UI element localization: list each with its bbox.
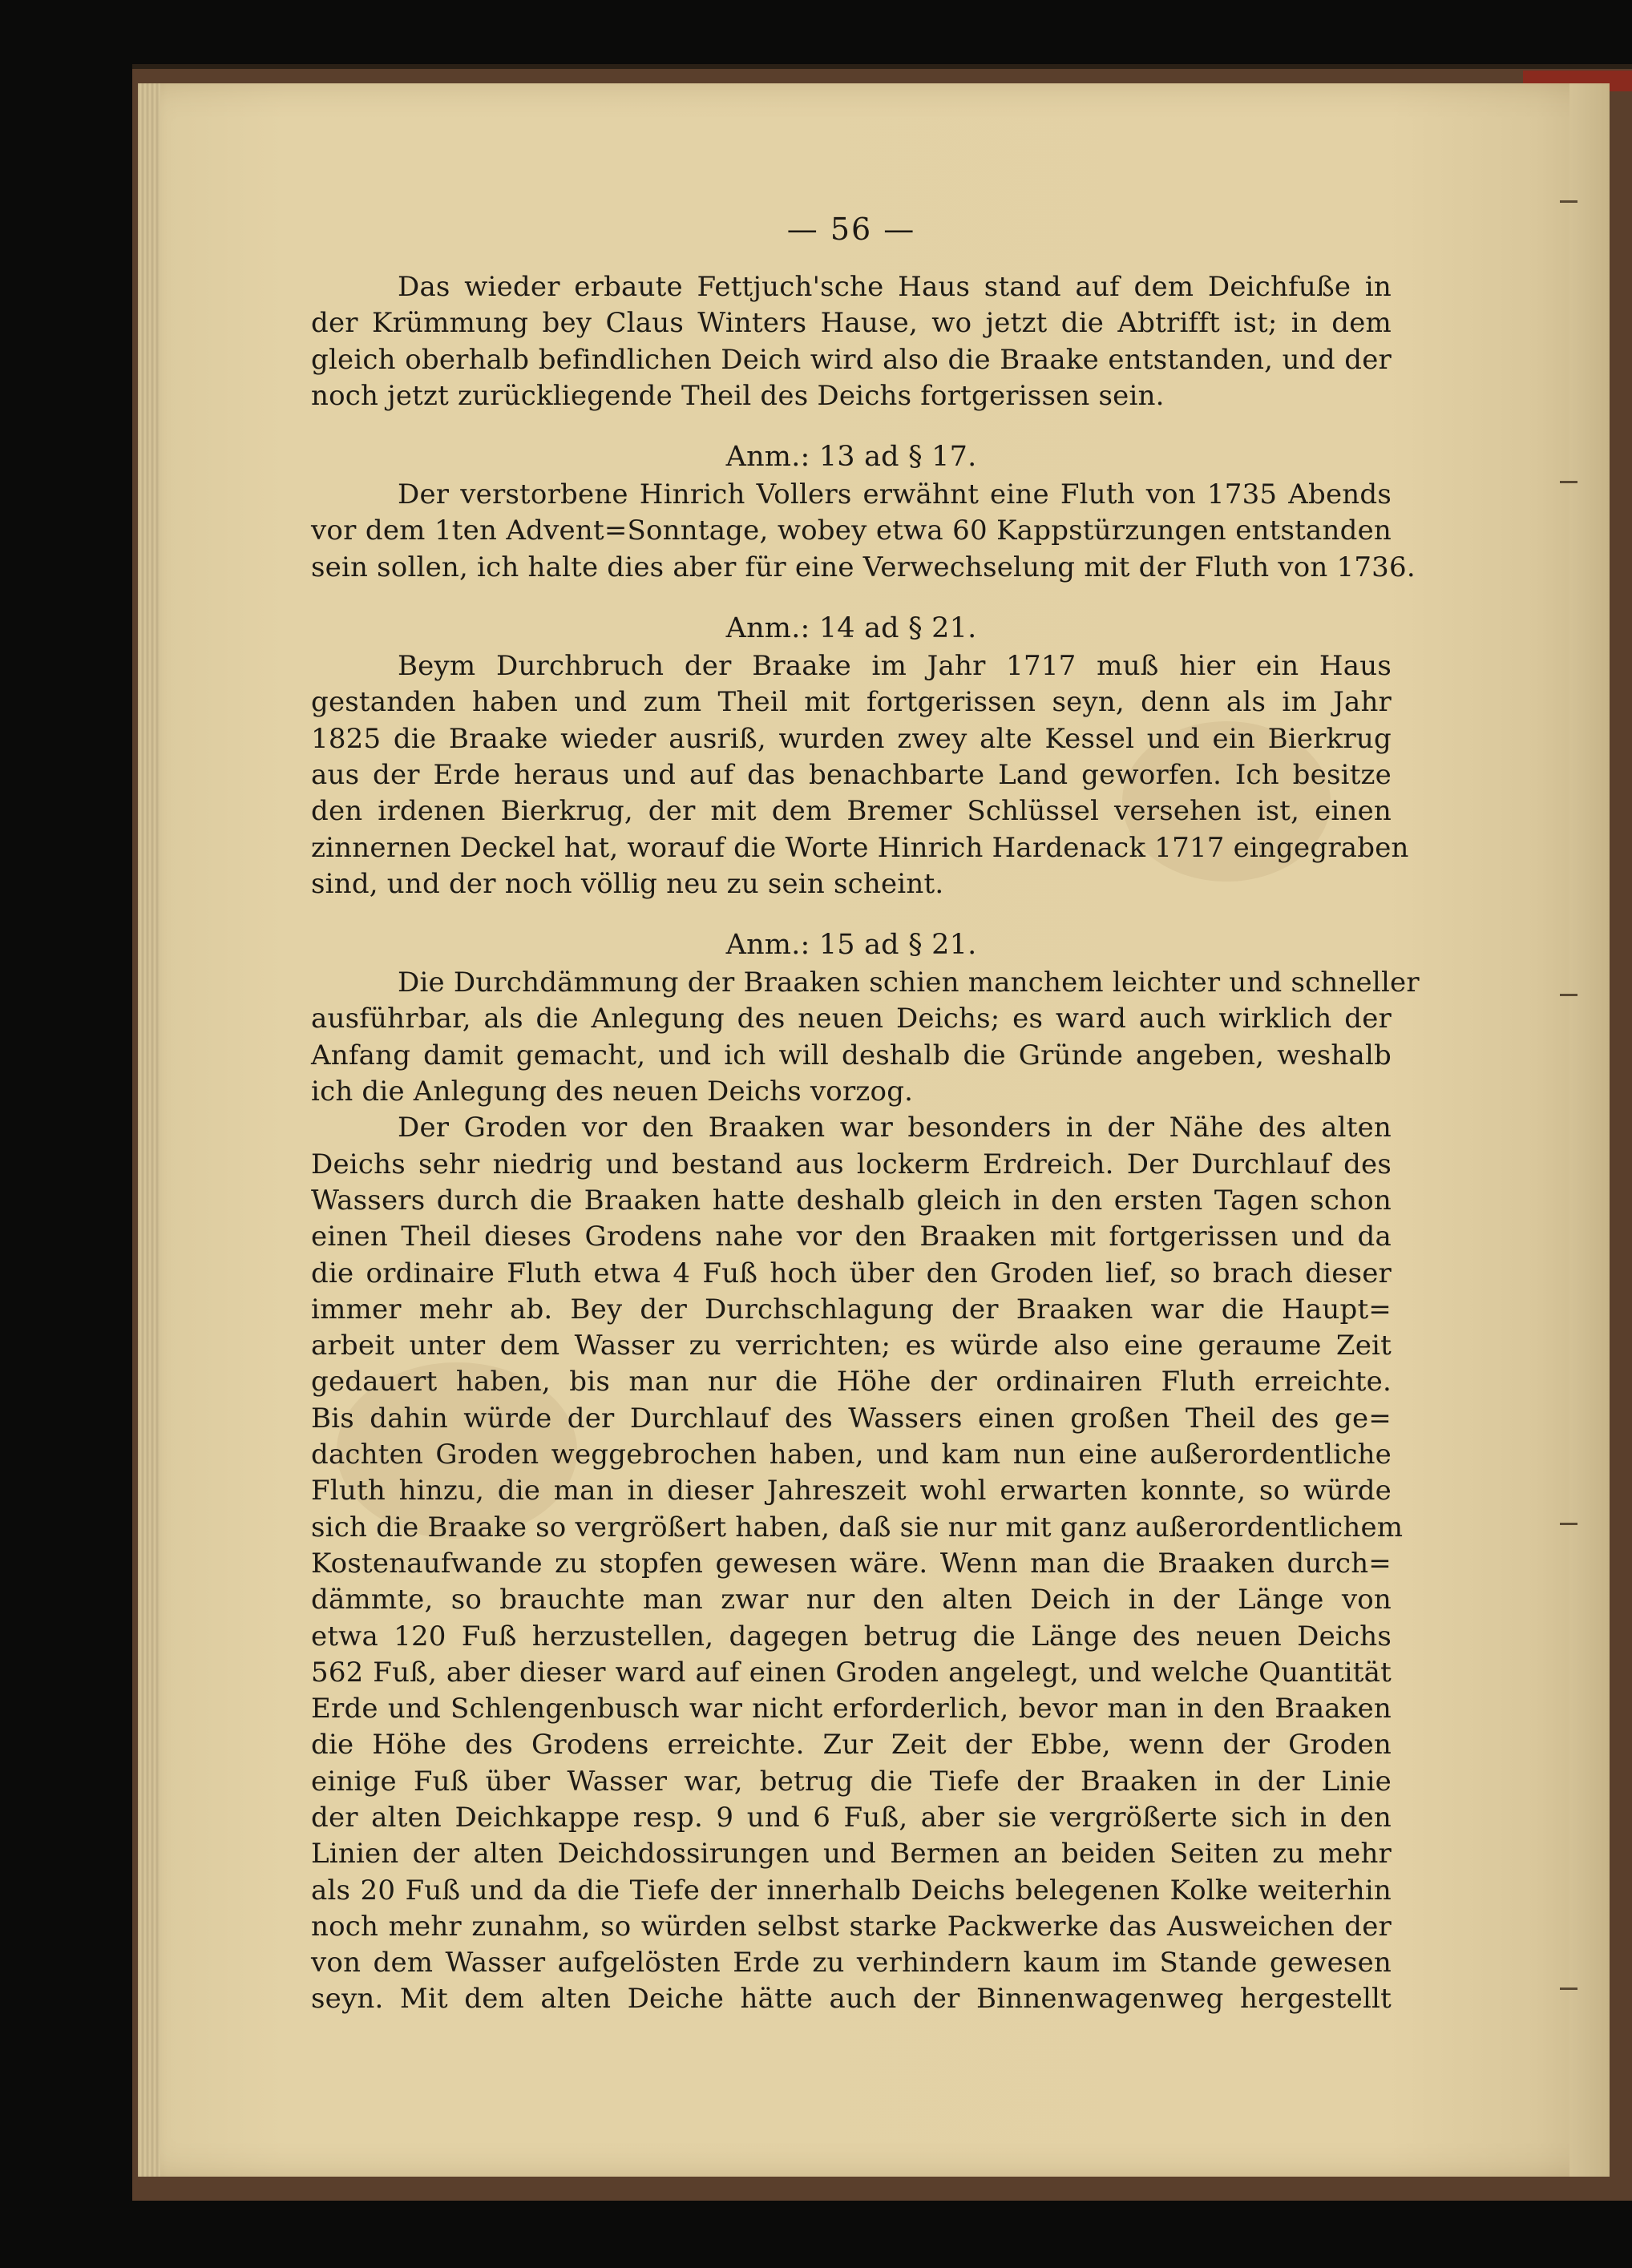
text-line: 562 Fuß, aber dieser ward auf einen Groden angelegt, und welche Quantität xyxy=(311,1656,1392,1689)
text-line: Der Groden vor den Braaken war besonders in der Nähe des alten xyxy=(398,1112,1392,1144)
text-line: einige Fuß über Wasser war, betrug die Tiefe der Braaken in der Linie xyxy=(311,1765,1392,1798)
paragraph xyxy=(311,269,1392,414)
paragraph xyxy=(311,1110,1404,2017)
note-heading: Anm.: 15 ad § 21. xyxy=(725,929,977,962)
text-line: einen Theil dieses Grodens nahe vor den Braaken mit fortgerissen und da xyxy=(311,1221,1392,1253)
text-line: immer mehr ab. Bey der Durchschlagung der Braaken war die Haupt= xyxy=(311,1293,1392,1326)
text-line: der Krümmung bey Claus Winters Hause, wo jetzt die Abtrifft ist; in dem xyxy=(311,307,1392,340)
text-line: sind, und der noch völlig neu zu sein scheint. xyxy=(311,867,944,900)
page-edges xyxy=(138,83,160,2177)
text-line: Bis dahin würde der Durchlauf des Wassers einen großen Theil des ge= xyxy=(311,1402,1392,1435)
text-line: Wassers durch die Braaken hatte deshalb gleich in den ersten Tagen schon xyxy=(311,1184,1392,1217)
text-line: Anfang damit gemacht, und ich will deshalb die Gründe angeben, weshalb xyxy=(311,1039,1392,1071)
note-heading: Anm.: 13 ad § 17. xyxy=(725,441,977,474)
text-line: ausführbar, als die Anlegung des neuen Deichs; es ward auch wirklich der xyxy=(311,1003,1392,1035)
text-line: den irdenen Bierkrug, der mit dem Bremer Schlüssel versehen ist, einen xyxy=(311,795,1392,828)
text-line: seyn. Mit dem alten Deiche hätte auch der Binnenwagenweg hergestellt xyxy=(311,1983,1392,2016)
text-line: Fluth hinzu, die man in dieser Jahreszeit wohl erwarten konnte, so würde xyxy=(311,1475,1392,1507)
text-line: Das wieder erbaute Fettjuch'sche Haus stand auf dem Deichfuße in xyxy=(398,271,1392,303)
gutter-thread-mark xyxy=(1560,1988,1577,1990)
gutter-thread-mark xyxy=(1560,200,1577,203)
gutter-thread-mark xyxy=(1560,994,1577,996)
text-line: die Höhe des Grodens erreichte. Zur Zeit der Ebbe, wenn der Groden xyxy=(311,1729,1392,1762)
text-line: Linien der alten Deichdossirungen und Bermen an beiden Seiten zu mehr xyxy=(311,1838,1392,1870)
text-line: zinnernen Deckel hat, worauf die Worte Hinrich Hardenack 1717 eingegraben xyxy=(311,831,1409,864)
text-line: etwa 120 Fuß herzustellen, dagegen betrug die Länge des neuen Deichs xyxy=(311,1620,1392,1653)
paragraph xyxy=(311,477,1416,586)
text-line: noch mehr zunahm, so würden selbst starke Packwerke das Ausweichen der xyxy=(311,1910,1392,1943)
text-line: noch jetzt zurückliegende Theil des Deichs fortgerissen sein. xyxy=(311,379,1165,412)
text-blocks xyxy=(311,269,1420,2018)
text-line: der alten Deichkappe resp. 9 und 6 Fuß, aber sie vergrößerte sich in den xyxy=(311,1801,1392,1834)
text-line: dämmte, so brauchte man zwar nur den alten Deich in der Länge von xyxy=(311,1584,1392,1616)
paragraph xyxy=(311,965,1420,1110)
text-line: als 20 Fuß und da die Tiefe der innerhalb Deichs belegenen Kolke weiterhin xyxy=(311,1874,1392,1907)
note-heading: Anm.: 14 ad § 21. xyxy=(725,612,977,645)
text-line: gestanden haben und zum Theil mit fortgerissen seyn, denn als im Jahr xyxy=(311,686,1392,719)
text-line: von dem Wasser aufgelösten Erde zu verhindern kaum im Stande gewesen xyxy=(311,1947,1392,1979)
text-line: aus der Erde heraus und auf das benachbarte Land geworfen. Ich besitze xyxy=(311,758,1392,791)
gutter-thread-mark xyxy=(1560,481,1577,483)
text-line: arbeit unter dem Wasser zu verrichten; es würde also eine geraume Zeit xyxy=(311,1330,1392,1362)
text-line: sein sollen, ich halte dies aber für eine Verwechselung mit der Fluth von 1736. xyxy=(311,551,1416,583)
page-text xyxy=(311,210,1420,2018)
text-line: die ordinaire Fluth etwa 4 Fuß hoch über den Groden lief, so brach dieser xyxy=(311,1257,1392,1289)
text-line: Erde und Schlengenbusch war nicht erforderlich, bevor man in den Braaken xyxy=(311,1693,1392,1725)
binding-gutter xyxy=(1569,83,1610,2177)
gutter-thread-mark xyxy=(1560,1523,1577,1525)
text-line: sich die Braake so vergrößert haben, daß sie nur mit ganz außerordentlichem xyxy=(311,1511,1404,1544)
text-line: 1825 die Braake wieder ausriß, wurden zwey alte Kessel und ein Bierkrug xyxy=(311,722,1392,755)
text-line: vor dem 1ten Advent=Sonntage, wobey etwa 60 Kappstürzungen entstanden xyxy=(311,515,1392,547)
page-number: — 56 — xyxy=(786,212,916,247)
text-line: gleich oberhalb befindlichen Deich wird also die Braake entstanden, und der xyxy=(311,343,1392,376)
text-line: gedauert haben, bis man nur die Höhe der ordinairen Fluth erreichte. xyxy=(311,1366,1392,1398)
text-line: Der verstorbene Hinrich Vollers erwähnt eine Fluth von 1735 Abends xyxy=(398,478,1392,511)
text-line: Die Durchdämmung der Braaken schien manchem leichter und schneller xyxy=(398,967,1420,999)
text-line: Kostenaufwande zu stopfen gewesen wäre. Wenn man die Braaken durch= xyxy=(311,1547,1392,1580)
text-line: ich die Anlegung des neuen Deichs vorzog. xyxy=(311,1075,914,1108)
text-line: dachten Groden weggebrochen haben, und kam nun eine außerordentliche xyxy=(311,1439,1392,1471)
paragraph xyxy=(311,648,1409,902)
text-line: Deichs sehr niedrig und bestand aus lockerm Erdreich. Der Durchlauf des xyxy=(311,1148,1392,1180)
text-line: Beym Durchbruch der Braake im Jahr 1717 muß hier ein Haus xyxy=(398,650,1392,683)
